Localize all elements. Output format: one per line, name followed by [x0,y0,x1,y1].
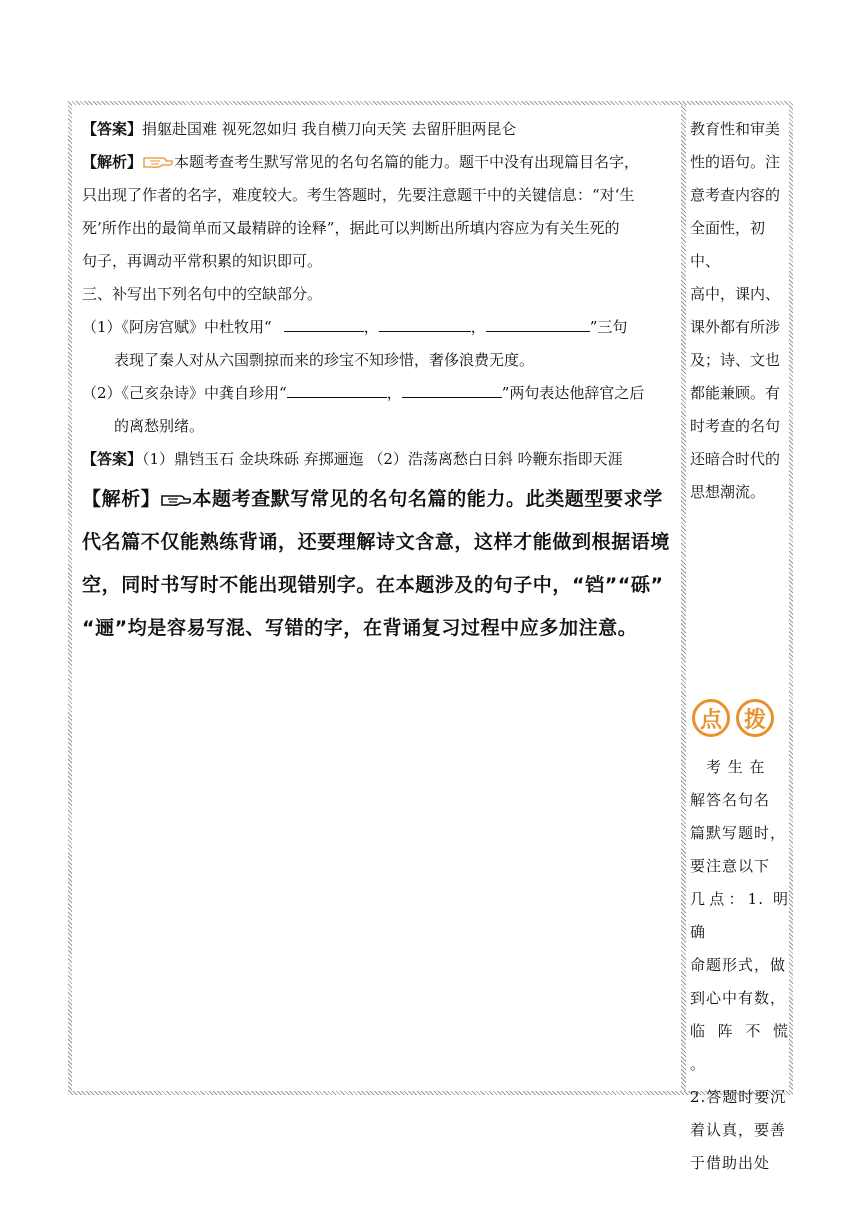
question-1-suffix: ”三句 [589,318,628,336]
fill-blank[interactable] [379,317,471,332]
analysis-2-line [82,478,678,521]
analysis-2-image-text [82,478,678,650]
section-title: 三、补写出下列名句中的空缺部分。 [82,285,323,303]
pointing-hand-icon [142,153,174,169]
sidebar-line: 及；诗、文也 [690,351,781,369]
question-1 [82,311,678,344]
sidebar-line: 命题形式，做 [690,956,787,974]
question-1-prompt: （1）《阿房宫赋》中杜牧用“ [82,318,272,336]
comma: ， [386,384,402,402]
sidebar-line: 高中，课内、 [690,285,781,303]
badge-char: 拨 [736,699,774,737]
analysis-1-line: 死’所作出的最简单而又最精辟的诠释”，据此可以判断出所填内容应为有关生死的 [82,219,620,237]
sidebar-line: 考 生 在 [690,758,766,776]
column-divider [681,105,686,1091]
comma: ， [470,318,486,336]
answer-tag: 【答案】 [82,450,143,468]
sidebar-line: 于借助出处 [690,1154,771,1172]
page-frame [68,101,793,1172]
analysis-1-line: 句子，再调动平常积累的知识即可。 [82,252,323,270]
question-2-continued: 的离愁别绪。 [114,417,205,435]
analysis-2-line: 代名篇不仅能熟练背诵，还要理解诗文含意，这样才能做到根据语境 [82,531,671,553]
sidebar-line: 都能兼顾。有 [690,384,781,402]
analysis-text: 本题考查默写常见的名句名篇的能力。此类题型要求学 [192,488,663,510]
sidebar-line: 解答名句名 [690,791,771,809]
main-column [82,113,678,1089]
sidebar-line: 要注意以下 [690,857,771,875]
analysis-tag: 【解析】 [82,153,143,171]
analysis-tag: 【解析】 [82,488,161,510]
fill-blank[interactable] [287,383,387,398]
answer-text: （1）鼎铛玉石 金块珠砾 弃掷逦迤 （2）浩荡离愁白日斜 吟鞭东指即天涯 [142,450,623,468]
sidebar-column [690,113,789,1180]
sidebar-line: 还暗合时代的 [690,450,781,468]
answer-1 [82,113,678,146]
fill-blank[interactable] [486,317,590,332]
sidebar-line: 全面性，初中、 [690,219,766,270]
sidebar-line: 性的语句。注 [690,153,781,171]
analysis-1-line: 只出现了作者的名字，难度较大。考生答题时，先要注意题干中的关键信息：“对‘生 [82,186,635,204]
sidebar-line: 临 阵 不 慌 。 [690,1022,789,1073]
sidebar-line: 时考查的名句 [690,417,781,435]
sidebar-line: 到心中有数， [690,989,787,1007]
analysis-2-line: “逦”均是容易写混、写错的字，在背诵复习过程中应多加注意。 [82,617,638,639]
tip-text [690,751,789,1180]
question-2-suffix: ”两句表达他辞官之后 [501,384,645,402]
answer-text: 捐躯赴国难 视死忽如归 我自横刀向天笑 去留肝胆两昆仑 [142,120,517,138]
answer-2 [82,443,678,476]
tip-badge [692,699,789,737]
analysis-text: 本题考查考生默写常见的名句名篇的能力。题干中没有出现篇目名字， [174,153,640,171]
question-2 [82,377,678,410]
analysis-1-line [82,146,678,179]
fill-blank[interactable] [284,317,364,332]
frame-inner [72,105,789,1172]
sidebar-line: 课外都有所涉 [690,318,781,336]
question-2-prompt: （2）《己亥杂诗》中龚自珍用“ [82,384,287,402]
question-1-continued: 表现了秦人对从六国剽掠而来的珍宝不知珍惜，奢侈浪费无度。 [114,351,535,369]
analysis-2-line: 空，同时书写时不能出现错别字。在本题涉及的句子中，“铛”“砾” [82,574,664,596]
badge-char: 点 [692,699,730,737]
sidebar-line: 几点：1. 明确 [690,890,789,941]
sidebar-line: 篇默写题时， [690,824,787,842]
pointing-hand-icon [160,491,192,507]
comma: ， [363,318,379,336]
answer-tag: 【答案】 [82,120,143,138]
sidebar-line: 意考查内容的 [690,186,781,204]
sidebar-line: 2.答题时要沉 [690,1088,787,1106]
sidebar-line: 教育性和审美 [690,120,781,138]
fill-blank[interactable] [402,383,502,398]
sidebar-line: 着认真，要善 [690,1121,787,1139]
sidebar-line: 思想潮流。 [690,483,766,501]
